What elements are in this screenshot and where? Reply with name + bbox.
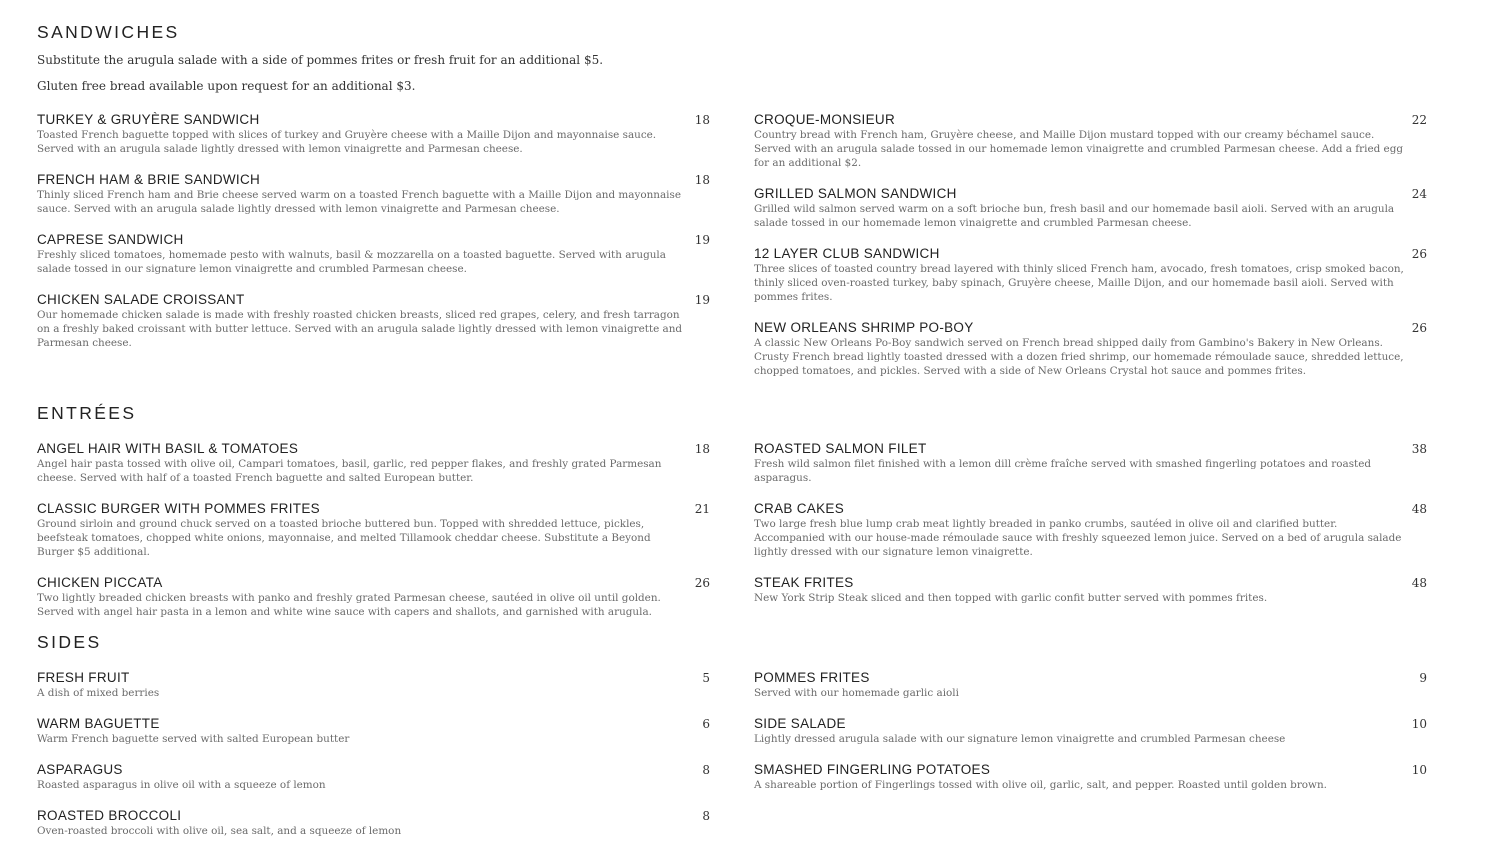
menu-item-description: A shareable portion of Fingerlings tossed with olive oil, garlic, salt, and pepper. Roasted until golden brown.	[754, 779, 1327, 791]
menu-item-description: Three slices of toasted country bread layered with thinly sliced French ham, avocado, fresh tomatoes, crisp smoked bacon, thinly sliced oven-roasted turkey, baby spinach, Gruyère cheese, Maille Dijon, and our homemade basil aioli. Served with pommes frites.	[754, 263, 1404, 303]
menu-item-name: ASPARAGUS	[37, 762, 123, 777]
menu-item	[37, 808, 710, 838]
menu-item-description: Roasted asparagus in olive oil with a squeeze of lemon	[37, 779, 326, 791]
menu-item-description: Toasted French baguette topped with slices of turkey and Gruyère cheese with a Maille Dijon and mayonnaise sauce. Served with an arugula salade lightly dressed with lemon vinaigrette and Parmesan cheese.	[37, 129, 657, 155]
menu-item-header	[754, 762, 1427, 778]
menu-item-description: Served with our homemade garlic aioli	[754, 687, 959, 699]
section-entrees	[37, 403, 1427, 424]
menu-item	[754, 670, 1427, 700]
menu-item	[754, 112, 1427, 170]
section-title-entrees: ENTRÉES	[37, 403, 137, 423]
menu-item-price: 22	[1411, 113, 1427, 127]
menu-item-name: CRAB CAKES	[754, 501, 845, 516]
menu-item-header	[37, 172, 710, 188]
menu-item-price: 26	[1411, 321, 1427, 335]
menu-item-name: CAPRESE SANDWICH	[37, 232, 184, 247]
menu-item-description: Oven-roasted broccoli with olive oil, sea salt, and a squeeze of lemon	[37, 825, 402, 837]
menu-item-header	[37, 716, 710, 732]
menu-item-price: 48	[1411, 502, 1427, 516]
menu-item-header	[37, 575, 710, 591]
menu-item-name: POMMES FRITES	[754, 670, 870, 685]
menu-item-name: ANGEL HAIR WITH BASIL & TOMATOES	[37, 441, 299, 456]
section-sides	[37, 632, 1427, 653]
menu-item-price: 48	[1411, 576, 1427, 590]
menu-item-name: ROASTED SALMON FILET	[754, 441, 927, 456]
menu-item	[754, 246, 1427, 304]
menu-item	[754, 186, 1427, 230]
menu-item-header	[754, 441, 1427, 457]
menu-item-description: Thinly sliced French ham and Brie cheese served warm on a toasted French baguette with a Maille Dijon and mayonnaise sauce. Served with an arugula salade lightly dressed with lemon vinaigrette and Parmesan cheese.	[37, 189, 681, 215]
menu-item	[754, 716, 1427, 746]
menu-item-header	[37, 441, 710, 457]
entrees-left-column	[37, 441, 710, 635]
menu-item-header	[37, 501, 710, 517]
menu-item-header	[37, 762, 710, 778]
menu-item-price: 19	[694, 293, 710, 307]
menu-item-price: 19	[694, 233, 710, 247]
menu-item-name: CHICKEN SALADE CROISSANT	[37, 292, 245, 307]
menu-item-price: 26	[1411, 247, 1427, 261]
menu-item	[754, 320, 1427, 378]
menu-item-name: CLASSIC BURGER WITH POMMES FRITES	[37, 501, 320, 516]
menu-item-header	[754, 320, 1427, 336]
menu-item-description: Grilled wild salmon served warm on a soft brioche bun, fresh basil and our homemade basil aioli. Served with an arugula salade tossed in our homemade lemon vinaigrette and crumbled Parmesan cheese.	[754, 203, 1395, 229]
menu-item-header	[754, 246, 1427, 262]
menu-item-price: 38	[1411, 442, 1427, 456]
sides-left-column	[37, 670, 710, 854]
menu-item-description: Our homemade chicken salade is made with freshly roasted chicken breasts, sliced red grapes, celery, and fresh tarragon on a freshly baked croissant with butter lettuce. Served with an arugula salade lightly dressed with lemon vinaigrette and Parmesan cheese.	[37, 309, 683, 349]
menu-item-name: STEAK FRITES	[754, 575, 854, 590]
menu-item	[37, 112, 710, 156]
menu-item-header	[37, 808, 710, 824]
menu-item-price: 10	[1411, 763, 1427, 777]
menu-item	[37, 292, 710, 350]
menu-item-description: Warm French baguette served with salted European butter	[37, 733, 350, 745]
entrees-right-column	[754, 441, 1427, 621]
menu-item-name: TURKEY & GRUYÈRE SANDWICH	[37, 112, 260, 127]
menu-item-description: A dish of mixed berries	[37, 687, 160, 699]
menu-item	[37, 501, 710, 559]
menu-item-price: 24	[1411, 187, 1427, 201]
menu-item-name: CROQUE-MONSIEUR	[754, 112, 896, 127]
menu-item	[37, 232, 710, 276]
menu-item-header	[754, 716, 1427, 732]
menu-item-price: 8	[702, 763, 710, 777]
menu-item-description: Country bread with French ham, Gruyère cheese, and Maille Dijon mustard topped with our creamy béchamel sauce. Served with an arugula salade tossed in our homemade lemon vinaigrette and crumbled Parmesan cheese. Add a fried egg for an additional $2.	[754, 129, 1403, 169]
menu-item-price: 26	[694, 576, 710, 590]
menu-item-price: 6	[702, 717, 710, 731]
menu-item-description: Two large fresh blue lump crab meat lightly breaded in panko crumbs, sautéed in olive oil and clarified butter. Accompanied with our house-made rémoulade sauce with freshly squeezed lemon juice. Served on a bed of arugula salade lightly dressed with our signature lemon vinaigrette.	[754, 518, 1402, 558]
menu-item-name: WARM BAGUETTE	[37, 716, 160, 731]
menu-item-description: A classic New Orleans Po-Boy sandwich served on French bread shipped daily from Gambino's Bakery in New Orleans. Crusty French bread lightly toasted dressed with a dozen fried shrimp, our homemade rémoulade sauce, shredded lettuce, chopped tomatoes, and pickles. Served with a side of New Orleans Crystal hot sauce and pommes frites.	[754, 337, 1404, 377]
menu-item	[37, 716, 710, 746]
menu-item-description: Freshly sliced tomatoes, homemade pesto with walnuts, basil & mozzarella on a toasted baguette. Served with arugula salade tossed in our signature lemon vinaigrette and crumbled Parmesan cheese.	[37, 249, 666, 275]
menu-item-description: Lightly dressed arugula salade with our signature lemon vinaigrette and crumbled Parmesan cheese	[754, 733, 1286, 745]
menu-item	[754, 501, 1427, 559]
section-title-sides: SIDES	[37, 632, 102, 652]
menu-item-header	[37, 232, 710, 248]
menu-item-price: 18	[694, 113, 710, 127]
menu-item-price: 18	[694, 442, 710, 456]
sandwich-note-substitute: Substitute the arugula salade with a side of pommes frites or fresh fruit for an additional $5.	[37, 53, 604, 67]
menu-item-description: Two lightly breaded chicken breasts with panko and freshly grated Parmesan cheese, sautéed in olive oil until golden. Served with angel hair pasta in a lemon and white wine sauce with capers and shallots, and garnished with arugula.	[37, 592, 661, 618]
menu-item	[37, 575, 710, 619]
menu-item-price: 5	[702, 671, 710, 685]
menu-item-price: 18	[694, 173, 710, 187]
menu-item-header	[754, 501, 1427, 517]
sandwich-note-gluten-free: Gluten free bread available upon request for an additional $3.	[37, 79, 416, 93]
menu-item-name: CHICKEN PICCATA	[37, 575, 163, 590]
menu-item-name: SMASHED FINGERLING POTATOES	[754, 762, 991, 777]
menu-item	[37, 762, 710, 792]
sandwiches-left-column	[37, 112, 710, 366]
section-sandwiches	[37, 22, 1427, 93]
menu-item-price: 21	[694, 502, 710, 516]
menu-item-name: FRENCH HAM & BRIE SANDWICH	[37, 172, 261, 187]
menu-item-price: 8	[702, 809, 710, 823]
menu-item-header	[754, 575, 1427, 591]
menu-item-price: 10	[1411, 717, 1427, 731]
menu-item-description: Angel hair pasta tossed with olive oil, Campari tomatoes, basil, garlic, red pepper flakes, and freshly grated Parmesan cheese. Served with half of a toasted French baguette and salted European butter.	[37, 458, 662, 484]
menu-item	[754, 575, 1427, 605]
menu-item-name: SIDE SALADE	[754, 716, 846, 731]
menu-item	[754, 441, 1427, 485]
menu-item-name: FRESH FRUIT	[37, 670, 130, 685]
menu-item-header	[37, 112, 710, 128]
sides-right-column	[754, 670, 1427, 808]
menu-item-header	[37, 670, 710, 686]
menu-item-header	[37, 292, 710, 308]
menu-item-header	[754, 186, 1427, 202]
menu-item-name: 12 LAYER CLUB SANDWICH	[754, 246, 940, 261]
menu-item-description: New York Strip Steak sliced and then topped with garlic confit butter served with pommes frites.	[754, 592, 1268, 604]
menu-item-name: ROASTED BROCCOLI	[37, 808, 182, 823]
section-title-sandwiches: SANDWICHES	[37, 22, 180, 42]
menu-item	[754, 762, 1427, 792]
menu-item-name: GRILLED SALMON SANDWICH	[754, 186, 957, 201]
menu-item-name: NEW ORLEANS SHRIMP PO-BOY	[754, 320, 974, 335]
menu-item-header	[754, 670, 1427, 686]
menu-item-price: 9	[1419, 671, 1427, 685]
menu-item	[37, 441, 710, 485]
menu-item-description: Fresh wild salmon filet finished with a lemon dill crème fraîche served with smashed fingerling potatoes and roasted asparagus.	[754, 458, 1372, 484]
menu-item-header	[754, 112, 1427, 128]
menu-item	[37, 172, 710, 216]
menu-item-description: Ground sirloin and ground chuck served on a toasted brioche buttered bun. Topped with shredded lettuce, pickles, beefsteak tomatoes, chopped white onions, mayonnaise, and melted Tillamook cheddar cheese. Substitute a Beyond Burger $5 additional.	[37, 518, 651, 558]
sandwiches-right-column	[754, 112, 1427, 394]
menu-item	[37, 670, 710, 700]
